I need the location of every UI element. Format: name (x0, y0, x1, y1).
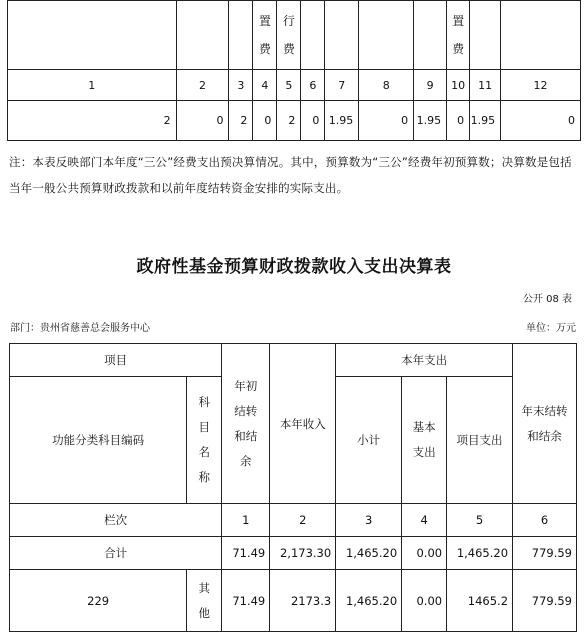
header-cell: 置费 (447, 1, 470, 70)
data-cell: 0 (253, 101, 277, 141)
header-cell: 行费 (277, 1, 301, 70)
col-number: 2 (270, 504, 336, 537)
data-cell: 0 (359, 101, 414, 141)
data-cell: 0 (301, 101, 325, 141)
header-subject-name: 科目名称 (187, 377, 222, 504)
three-public-table (7, 0, 581, 141)
col-number: 3 (336, 504, 402, 537)
header-opening: 年初结转和结余 (222, 344, 270, 504)
header-cell: 置费 (253, 1, 277, 70)
col-number: 3 (229, 70, 253, 101)
col-number: 9 (414, 70, 447, 101)
col-number: 4 (253, 70, 277, 101)
table-row (10, 537, 577, 570)
data-cell: 779.59 (513, 570, 577, 632)
data-cell: 779.59 (513, 537, 577, 570)
fund-budget-table (9, 343, 577, 632)
data-cell: 2 (277, 101, 301, 141)
data-cell: 71.49 (222, 570, 270, 632)
col-number: 12 (501, 70, 581, 101)
data-cell: 2173.3 (270, 570, 336, 632)
header-project-spend: 项目支出 (447, 377, 513, 504)
data-cell: 1.95 (414, 101, 447, 141)
header-project: 项目 (10, 344, 222, 377)
col-number: 2 (176, 70, 229, 101)
col-number: 10 (447, 70, 470, 101)
header-basic: 基本支出 (402, 377, 447, 504)
data-cell: 2 (229, 101, 253, 141)
data-cell: 1,465.20 (336, 537, 402, 570)
data-cell: 2 (8, 101, 177, 141)
col-number: 5 (447, 504, 513, 537)
col-number: 6 (513, 504, 577, 537)
data-cell: 0.00 (402, 537, 447, 570)
header-closing: 年末结转和结余 (513, 344, 577, 504)
subject-name-cell: 其他 (187, 570, 222, 632)
col-number: 6 (301, 70, 325, 101)
header-func-code: 功能分类科目编码 (10, 377, 187, 504)
data-cell: 2,173.30 (270, 537, 336, 570)
col-number: 4 (402, 504, 447, 537)
table-row (10, 570, 577, 632)
data-cell: 1,465.20 (447, 537, 513, 570)
table-row (8, 1, 581, 70)
data-cell: 0 (176, 101, 229, 141)
table-row (8, 70, 581, 101)
page-title: 政府性基金预算财政拨款收入支出决算表 (136, 257, 452, 277)
data-cell: 0.00 (402, 570, 447, 632)
table-row (10, 504, 577, 537)
data-cell: 0 (501, 101, 581, 141)
func-code-cell: 229 (10, 570, 187, 632)
col-number: 11 (470, 70, 501, 101)
data-cell: 0 (447, 101, 470, 141)
unit-label: 单位：万元 (526, 323, 576, 334)
col-number: 1 (222, 504, 270, 537)
data-cell: 1465.2 (447, 570, 513, 632)
header-income: 本年收入 (270, 344, 336, 504)
data-cell: 1,465.20 (336, 570, 402, 632)
col-number: 5 (277, 70, 301, 101)
row-label: 栏次 (10, 504, 222, 537)
col-number: 8 (359, 70, 414, 101)
header-spend: 本年支出 (336, 344, 513, 377)
header-subtotal: 小计 (336, 377, 402, 504)
data-cell: 71.49 (222, 537, 270, 570)
total-label: 合计 (10, 537, 222, 570)
department-label: 部门：贵州省慈善总会服务中心 (10, 323, 150, 334)
col-number: 1 (8, 70, 177, 101)
form-code: 公开 08 表 (522, 294, 572, 305)
table-row (8, 101, 581, 141)
data-cell: 1.95 (325, 101, 359, 141)
table-note: 注：本表反映部门本年度“三公”经费支出预决算情况。其中，预算数为“三公”经费年初预算数；决算数是包括当年一般公共预算财政拨款和以前年度结转资金安排的实际支出。 (9, 155, 572, 195)
table-row (10, 344, 577, 377)
col-number: 7 (325, 70, 359, 101)
data-cell: 1.95 (470, 101, 501, 141)
